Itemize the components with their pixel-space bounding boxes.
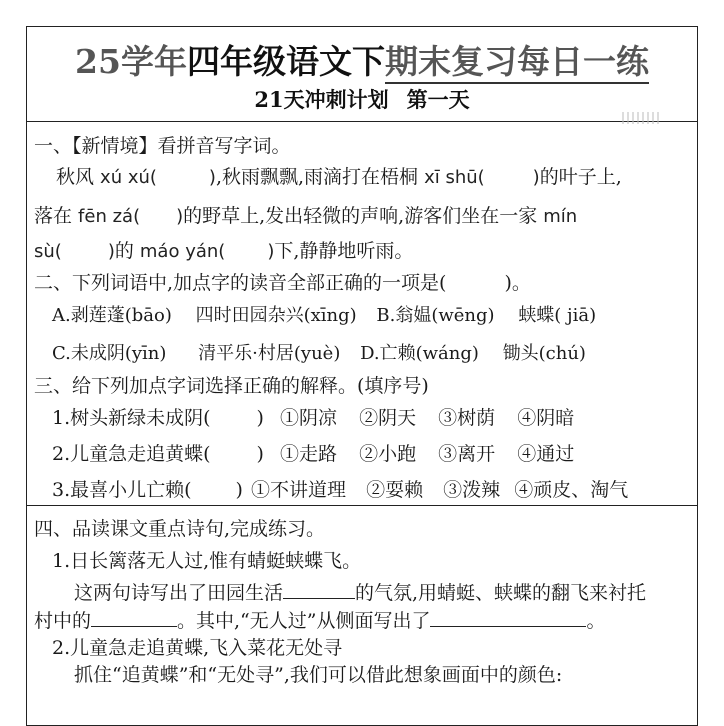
q1-heading: 一、【新情境】看拼音写字词。 <box>34 135 291 157</box>
q1-line1: 秋风 xú xú( ),秋雨飘飘,雨滴打在梧桐 xī shū( )的叶子上, <box>56 166 622 188</box>
page-subtitle <box>26 84 698 114</box>
q4-sub2: 2.儿童急走追黄蝶,飞入菜花无处寻 <box>52 637 343 659</box>
answer-underline[interactable] <box>91 610 177 627</box>
section-divider <box>26 505 698 506</box>
option-c: C.未成阴(yīn) <box>52 343 167 364</box>
worksheet-header <box>26 26 698 122</box>
option-d-word2: 锄头(chú) <box>502 343 586 364</box>
q4-line3: 抓住“追黄蝶”和“无处寻”,我们可以借此想象画面中的颜色: <box>74 664 563 686</box>
q3-item-3: 3.最喜小儿亡赖( ) ①不讲道理 ②耍赖 ③泼辣 ④顽皮、淘气 <box>52 479 629 501</box>
q4-heading: 四、品读课文重点诗句,完成练习。 <box>34 518 326 540</box>
option-a: A.剥莲蓬(bāo) <box>52 305 172 326</box>
title-year: 25学年 <box>75 42 187 81</box>
answer-underline[interactable] <box>430 610 586 627</box>
q2-option-row2 <box>52 339 586 365</box>
title-practice: 期末复习每日一练 <box>385 42 649 84</box>
q3-item-1: 1.树头新绿未成阴( ) ①阴凉 ②阴天 ③树荫 ④阴暗 <box>52 407 575 429</box>
q3-heading: 三、给下列加点字词选择正确的解释。(填序号) <box>34 375 429 397</box>
q3-item-2: 2.儿童急走追黄蝶( ) ①走路 ②小跑 ③离开 ④通过 <box>52 443 575 465</box>
option-b-word2: 蛱蝶( jiā) <box>518 305 597 326</box>
option-a-word2: 四时田园杂兴(xīng) <box>195 305 357 326</box>
q1-line3: sù( )的 máo yán( )下,静静地听雨。 <box>34 240 414 262</box>
q2-option-row1 <box>52 301 596 327</box>
q1-line2: 落在 fēn zá( )的野草上,发出轻微的声响,游客们坐在一家 mín <box>34 205 578 227</box>
answer-underline[interactable] <box>283 582 355 599</box>
scan-smudge <box>622 112 662 124</box>
subtitle-plan: 21天冲刺计划 <box>254 87 389 112</box>
q4-line2: 村中的 。其中,“无人过”从侧面写出了 。 <box>34 610 606 632</box>
page-title <box>26 36 698 83</box>
q4-line1: 这两句诗写出了田园生活 的气氛,用蜻蜓、蛱蝶的翻飞来衬托 <box>74 582 647 604</box>
option-d: D.亡赖(wáng) <box>360 343 479 364</box>
option-c-word2: 清平乐·村居(yuè) <box>198 343 341 364</box>
q2-heading: 二、下列词语中,加点字的读音全部正确的一项是( )。 <box>34 272 531 294</box>
title-grade: 四年级语文下 <box>186 42 385 81</box>
subtitle-day: 第一天 <box>406 87 470 112</box>
option-b: B.翁媪(wēng) <box>376 305 495 326</box>
q4-sub1: 1.日长篱落无人过,惟有蜻蜓蛱蝶飞。 <box>52 550 362 572</box>
